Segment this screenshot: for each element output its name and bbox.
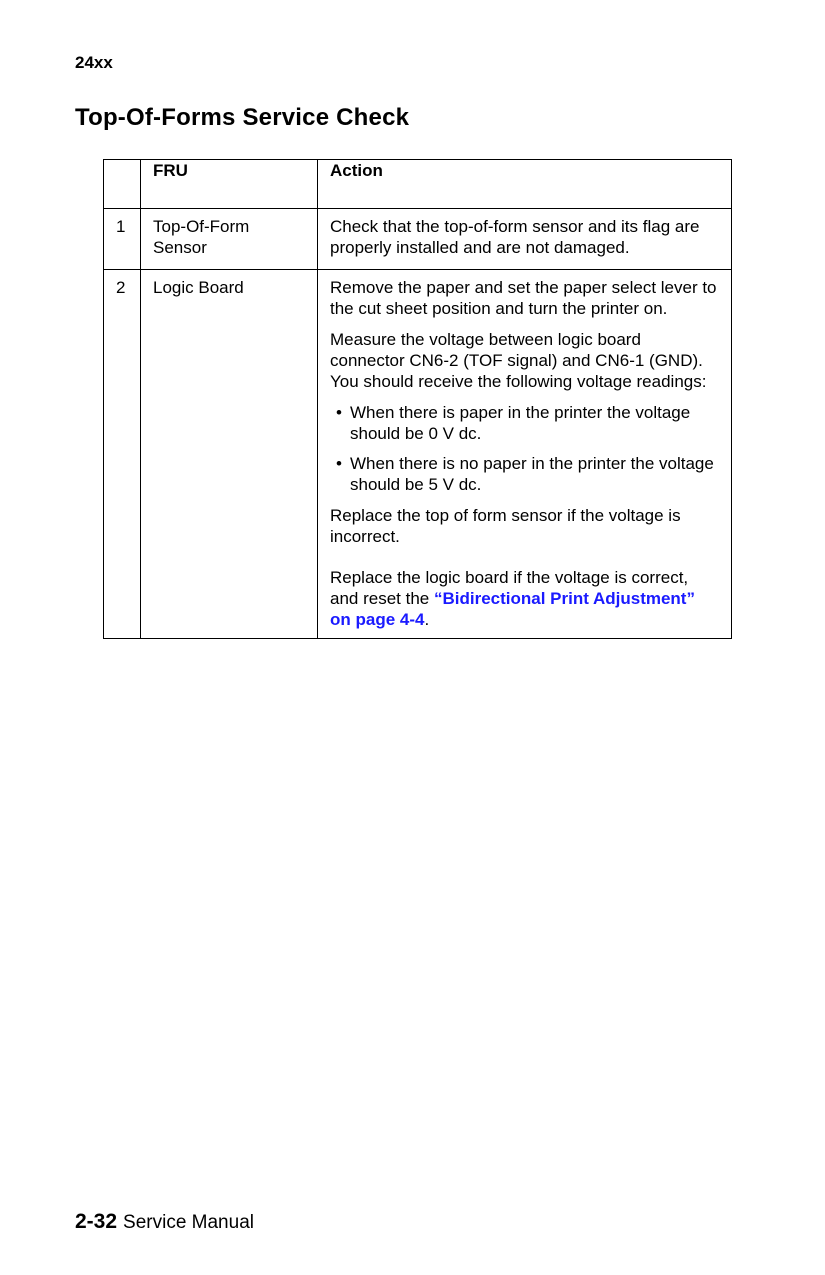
action-paragraph: Replace the top of form sensor if the voltage is incorrect. — [330, 506, 681, 546]
link-prefix-text: Replace the logic board if the voltage is correct, and reset the — [330, 568, 689, 608]
fru-cell: Top-Of-Form Sensor — [141, 209, 318, 270]
column-header-number — [104, 160, 141, 209]
list-item-text: When there is paper in the printer the voltage should be 0 V dc. — [350, 403, 691, 443]
model-header: 24xx — [75, 53, 113, 72]
list-item — [330, 402, 719, 444]
action-paragraph-with-link — [330, 567, 719, 630]
step-number-cell: 2 — [104, 270, 141, 639]
bullet-icon: • — [336, 454, 342, 473]
table-row — [104, 270, 732, 639]
bidirectional-print-adjustment-link[interactable]: “Bidirectional Print Adjustment” on page 4-4 — [330, 589, 695, 629]
list-item-text: When there is no paper in the printer the voltage should be 5 V dc. — [350, 454, 714, 494]
page-footer — [75, 1210, 254, 1234]
column-header-fru: FRU — [141, 160, 318, 209]
action-paragraph: Measure the voltage between logic board connector CN6-2 (TOF signal) and CN6-1 (GND). You should receive the following voltage readings: — [330, 330, 707, 391]
step-number-cell: 1 — [104, 209, 141, 270]
action-paragraph: Remove the paper and set the paper select lever to the cut sheet position and turn the printer on. — [330, 278, 717, 318]
bullet-icon: • — [336, 403, 342, 422]
table-header-row — [104, 160, 732, 209]
manual-name: Service Manual — [123, 1212, 254, 1233]
link-suffix-text: . — [424, 610, 430, 629]
column-header-action: Action — [318, 160, 732, 209]
voltage-readings-list — [330, 402, 719, 495]
page-title: Top-Of-Forms Service Check — [75, 104, 410, 131]
action-cell — [318, 270, 732, 639]
action-cell: Check that the top-of-form sensor and its flag are properly installed and are not damaged. — [318, 209, 732, 270]
list-item — [330, 453, 719, 495]
fru-action-table — [103, 159, 732, 639]
table-row — [104, 209, 732, 270]
fru-cell: Logic Board — [141, 270, 318, 639]
page-number: 2-32 — [75, 1210, 118, 1233]
